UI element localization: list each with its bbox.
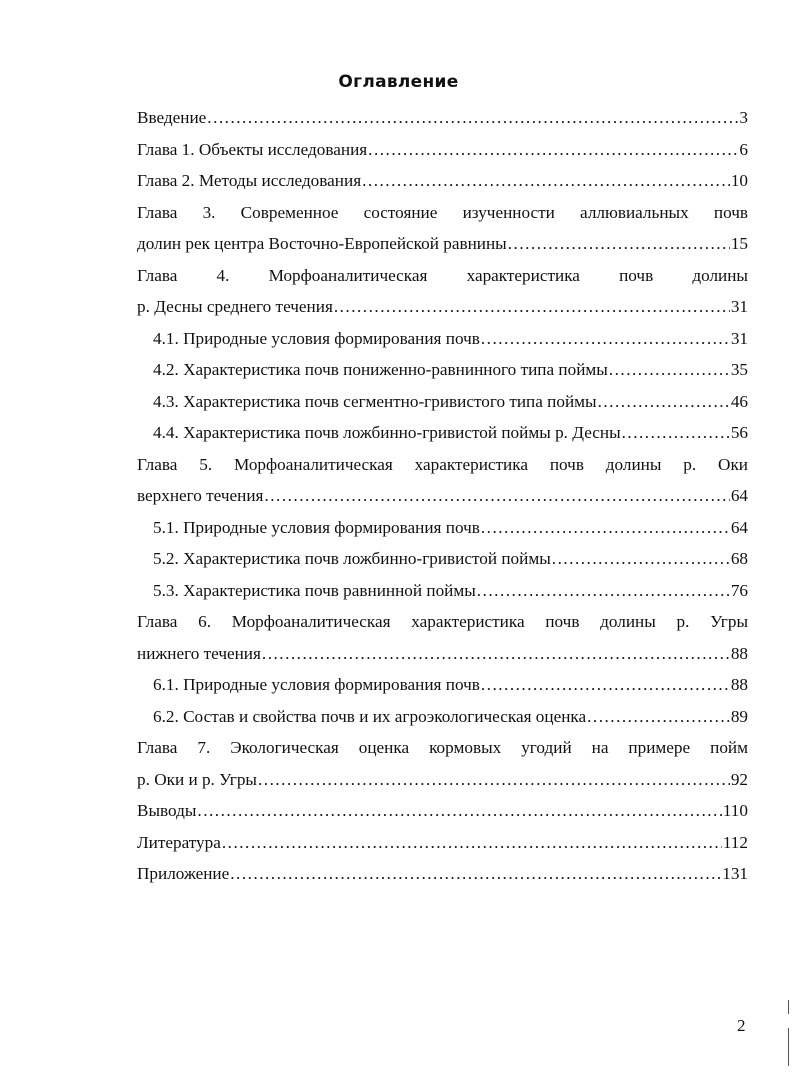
dot-leader [196, 795, 721, 827]
toc-entry-page: 64 [730, 517, 748, 537]
toc-subentry [137, 386, 748, 418]
toc-entry-page: 15 [730, 234, 748, 253]
toc-subentry [137, 543, 748, 575]
toc-entry-page: 3 [739, 108, 748, 127]
toc-entry-page: 56 [730, 423, 748, 442]
toc-entry [137, 795, 748, 827]
scan-artifact [788, 1000, 789, 1014]
toc-entry-text: Введение [137, 108, 207, 127]
toc-entry [137, 102, 748, 134]
toc-subentry [137, 575, 748, 607]
dot-leader [229, 858, 721, 890]
scan-artifact [788, 1028, 789, 1066]
dot-leader [206, 102, 738, 134]
toc-entry [137, 134, 748, 166]
toc-entry [137, 638, 748, 670]
toc-subentry [137, 417, 748, 449]
toc-entry-text: 6.1. Природные условия формирования почв [153, 675, 480, 694]
toc-entry [137, 291, 748, 323]
dot-leader [333, 291, 730, 323]
toc-entry [137, 480, 748, 512]
toc-entry-text: 4.4. Характеристика почв ложбинно-гривистой поймы р. Десны [153, 423, 621, 442]
toc-entry-page: 110 [722, 801, 748, 820]
dot-leader [257, 764, 730, 796]
toc-entry-text: 5.3. Характеристика почв равнинной поймы [153, 580, 476, 600]
toc-entry-page: 46 [730, 391, 748, 411]
toc-entry-page: 76 [730, 580, 748, 600]
dot-leader [367, 134, 738, 166]
toc-entry [137, 827, 748, 859]
toc-subentry [137, 669, 748, 701]
toc-entry-text: Литература [137, 832, 221, 852]
toc-entry-first-line: Глава 7. Экологическая оценка кормовых угодий на примере пойм [137, 738, 748, 757]
toc-entry-page: 89 [730, 706, 748, 726]
dot-leader [480, 669, 730, 701]
toc-entry [137, 764, 748, 796]
toc-entry-first-line: Глава 4. Морфоаналитическая характеристика почв долины [137, 265, 748, 285]
dot-leader [551, 543, 730, 575]
dot-leader [480, 323, 730, 355]
toc-entry-text: р. Десны среднего течения [137, 297, 333, 316]
page-number: 2 [737, 1016, 746, 1035]
toc-entry-page: 31 [730, 328, 748, 348]
toc-entry-page: 88 [730, 675, 748, 694]
toc-entry [137, 858, 748, 890]
toc-entry-text: Глава 1. Объекты исследования [137, 139, 368, 159]
toc-entry-page: 88 [730, 643, 748, 663]
toc-entry-first-line: Глава 5. Морфоаналитическая характеристика почв долины р. Оки [137, 454, 748, 474]
toc-entry-text: Приложение [137, 864, 230, 883]
toc-entry-first-line: Глава 6. Морфоаналитическая характеристика почв долины р. Угры [137, 612, 748, 631]
toc-entry-text: 4.3. Характеристика почв сегментно-гривистого типа поймы [153, 391, 597, 411]
toc-entry [137, 165, 748, 197]
dot-leader [221, 827, 722, 859]
toc-entry-page: 112 [722, 832, 748, 852]
toc-entry-text: нижнего течения [137, 643, 261, 663]
toc-subentry [137, 512, 748, 544]
page-title: Оглавление [338, 72, 459, 92]
toc-entry-text: долин рек центра Восточно-Европейской равнины [137, 234, 507, 253]
toc-subentry [137, 354, 748, 386]
toc-entry-text: 6.2. Состав и свойства почв и их агроэкологическая оценка [153, 706, 587, 726]
table-of-contents [137, 102, 748, 890]
dot-leader [621, 417, 730, 449]
dot-leader [597, 386, 730, 418]
toc-entry-text: Глава 2. Методы исследования [137, 171, 362, 190]
dot-leader [608, 354, 730, 386]
toc-entry-text: 4.1. Природные условия формирования почв [153, 328, 480, 348]
toc-subentry [137, 701, 748, 733]
toc-entry-first-line: Глава 3. Современное состояние изученности аллювиальных почв [137, 202, 748, 222]
toc-entry-page: 131 [722, 864, 748, 883]
dot-leader [586, 701, 730, 733]
toc-entry-text: 4.2. Характеристика почв пониженно-равнинного типа поймы [153, 360, 608, 379]
toc-subentry [137, 323, 748, 355]
toc-entry [137, 228, 748, 260]
toc-entry-text: Выводы [137, 801, 197, 820]
toc-entry-page: 31 [730, 297, 748, 316]
dot-leader [507, 228, 730, 260]
dot-leader [261, 638, 730, 670]
dot-leader [263, 480, 729, 512]
toc-entry-text: 5.2. Характеристика почв ложбинно-гривистой поймы [153, 549, 551, 568]
toc-entry-page: 92 [730, 769, 748, 789]
toc-entry-page: 6 [739, 139, 748, 159]
toc-entry-page: 10 [730, 171, 748, 190]
toc-entry-page: 35 [730, 360, 748, 379]
dot-leader [476, 575, 730, 607]
toc-entry-text: 5.1. Природные условия формирования почв [153, 517, 480, 537]
dot-leader [361, 165, 730, 197]
toc-entry-text: р. Оки и р. Угры [137, 769, 257, 789]
toc-entry-page: 64 [730, 486, 748, 505]
dot-leader [480, 512, 730, 544]
toc-entry-page: 68 [730, 549, 748, 568]
toc-entry-text: верхнего течения [137, 486, 264, 505]
